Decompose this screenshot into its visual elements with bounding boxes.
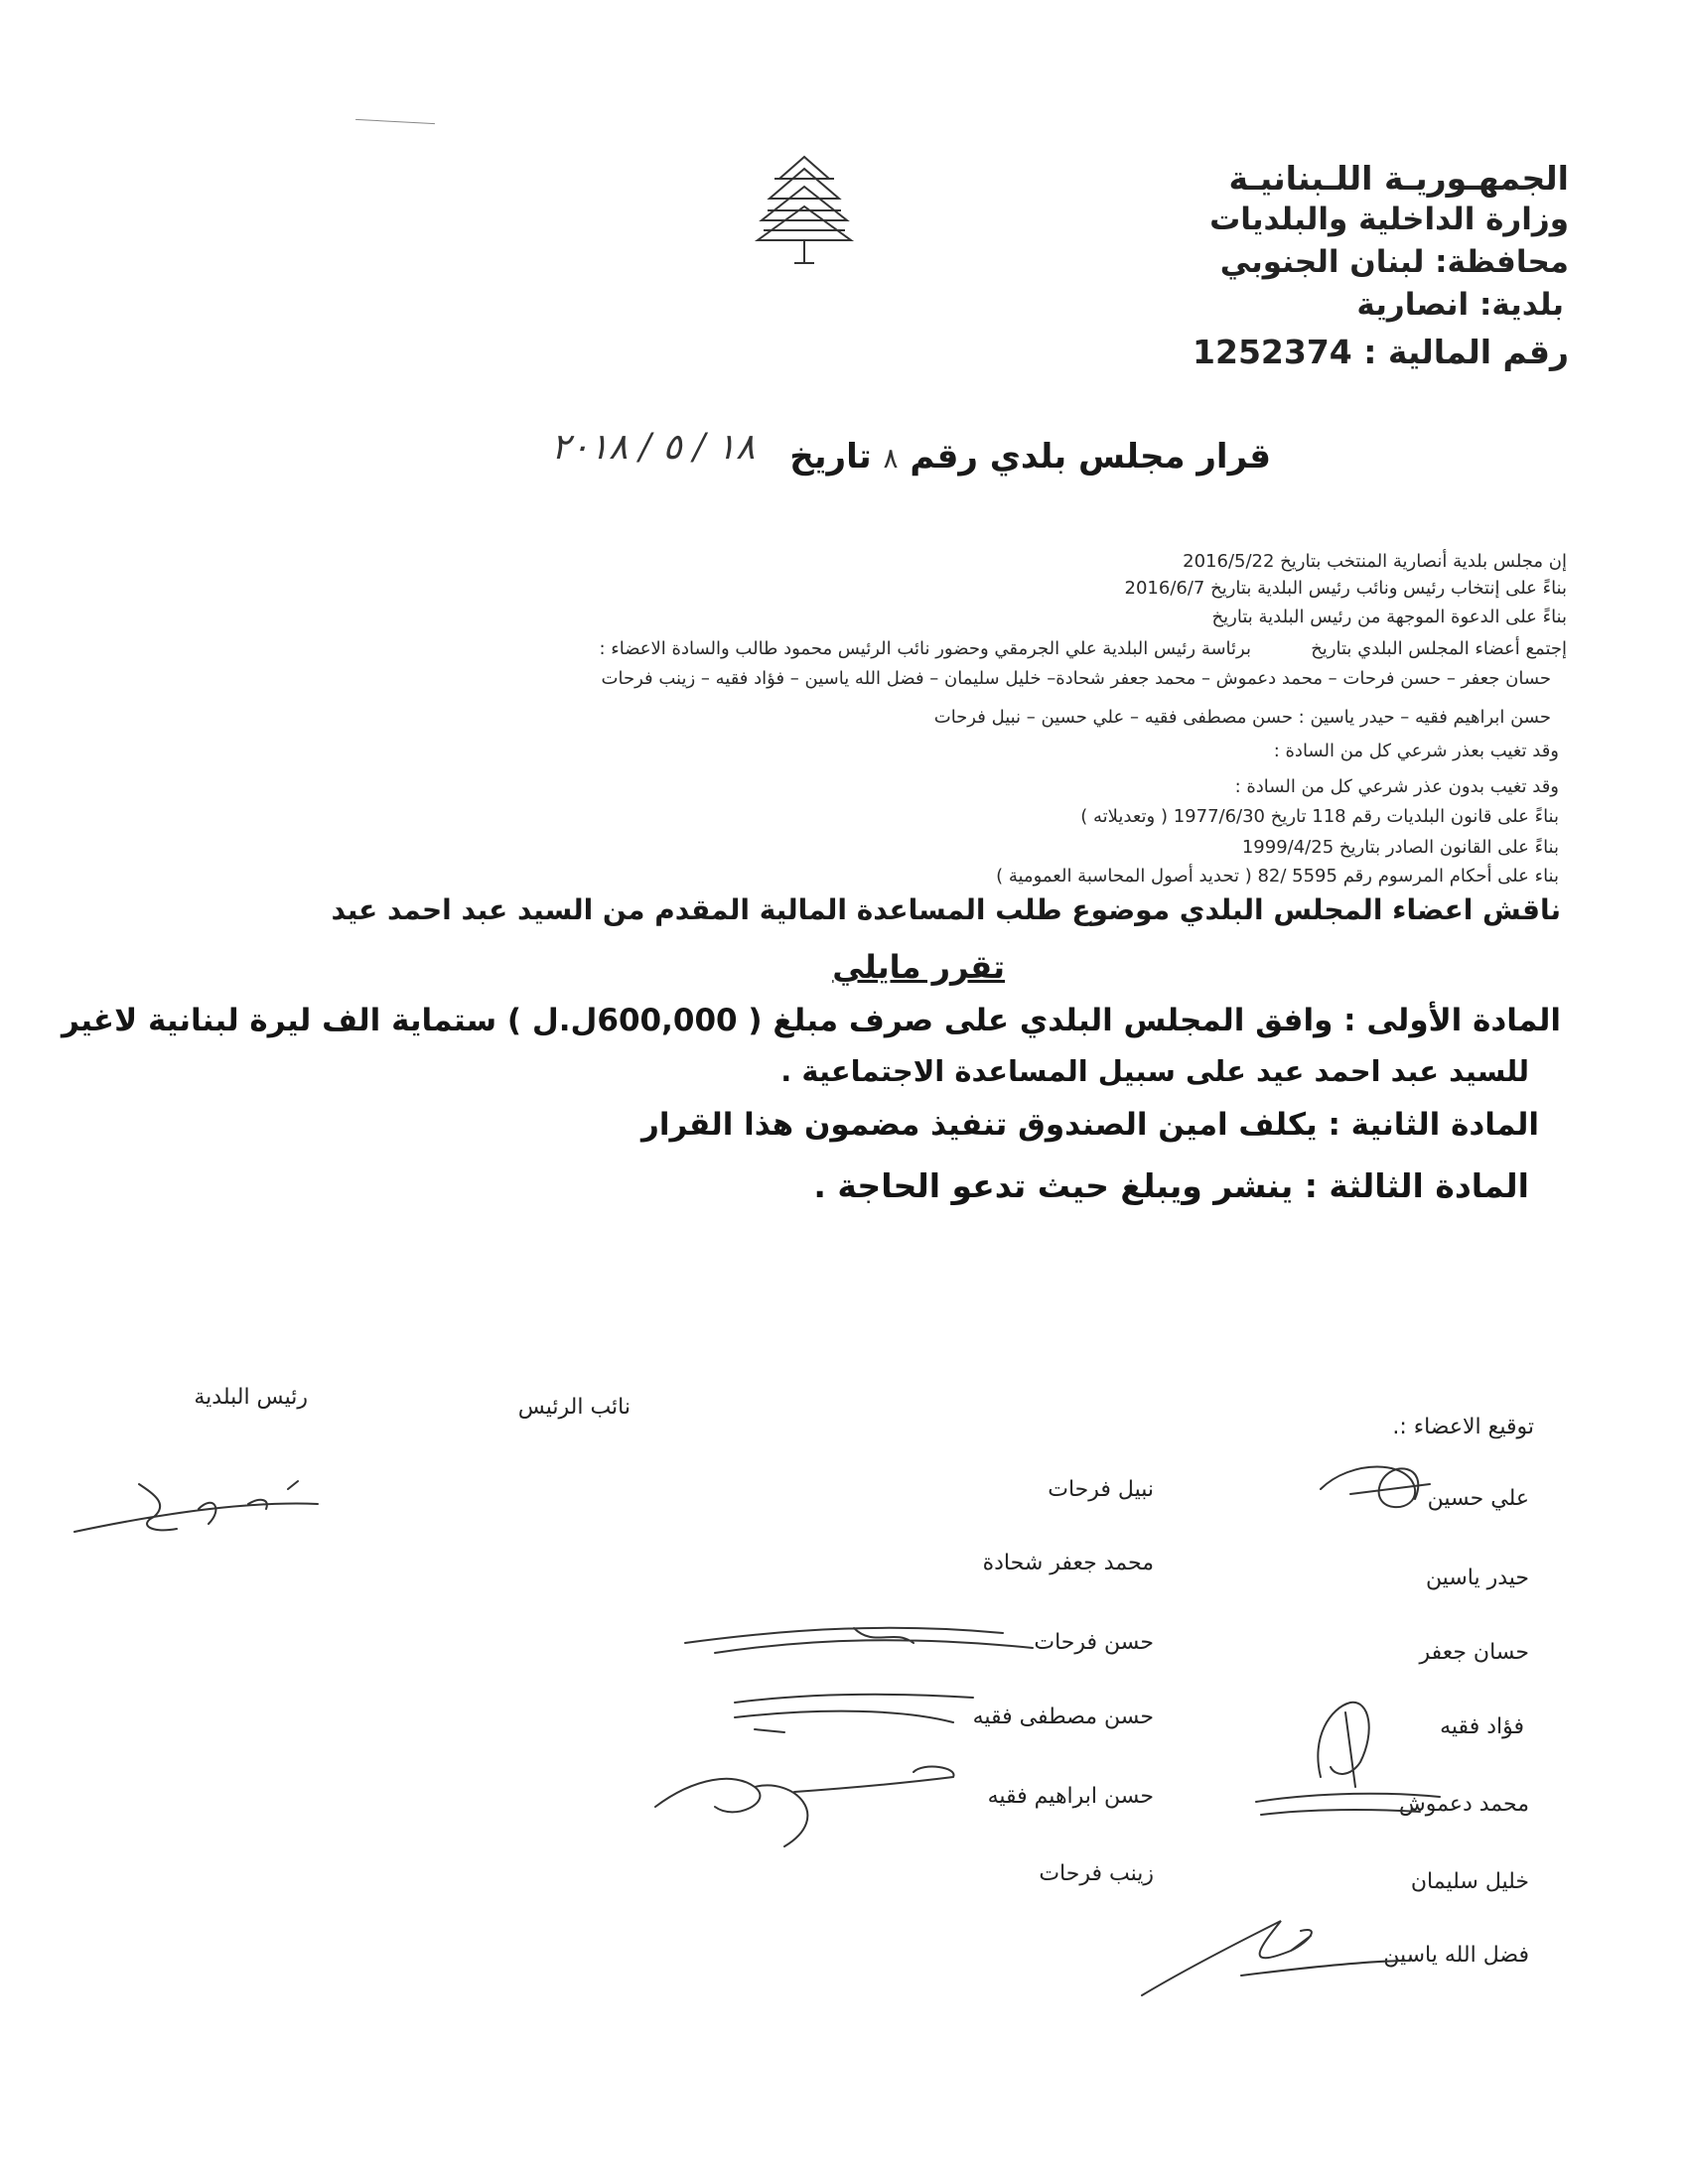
preamble-line-3: بناءً على الدعوة الموجهة من رئيس البلدية بتاريخ bbox=[1211, 607, 1567, 627]
article-1-line-1: المادة الأولى : وافق المجلس البلدي على صرف مبلغ ( 600,000ل.ل ) ستماية الف ليرة لبنانية لاغير bbox=[61, 1003, 1561, 1038]
preamble-line-4b: برئاسة رئيس البلدية علي الجرمقي وحضور نائب الرئيس محمود طالب والسادة الاعضاء : bbox=[599, 638, 1251, 659]
member-right-4: فؤاد فقيه bbox=[1440, 1714, 1524, 1739]
member-right-7: فضل الله ياسين bbox=[1383, 1943, 1529, 1968]
member-mid-5: حسن ابراهيم فقيه bbox=[987, 1784, 1154, 1809]
preamble-line-5: حسان جعفر – حسن فرحات – محمد دعموش – محمد جعفر شحادة– خليل سليمان – فضل الله ياسين – فؤاد فقيه – زينب فرحات bbox=[601, 668, 1551, 689]
preamble-line-2: بناءً على إنتخاب رئيس ونائب رئيس البلدية بتاريخ 2016/6/7 bbox=[1124, 578, 1567, 599]
member-mid-4: حسن مصطفى فقيه bbox=[972, 1705, 1154, 1729]
member-right-6: خليل سليمان bbox=[1410, 1869, 1529, 1894]
header-republic: الجمهـوريـة اللـبنانيـة bbox=[1228, 159, 1569, 198]
member-right-2: حيدر ياسين bbox=[1425, 1566, 1529, 1590]
article-2: المادة الثانية : يكلف امين الصندوق تنفيذ مضمون هذا القرار bbox=[641, 1107, 1539, 1143]
decides-heading: تقرر مايلي bbox=[832, 948, 1005, 986]
member-right-3: حسان جعفر bbox=[1419, 1640, 1529, 1665]
preamble-line-7: وقد تغيب بعذر شرعي كل من السادة : bbox=[1273, 741, 1559, 761]
decision-number-handwritten: ٨ bbox=[883, 442, 899, 475]
preamble-line-10: بناءً على القانون الصادر بتاريخ 1999/4/25 bbox=[1241, 837, 1559, 858]
decision-date-word: تاريخ bbox=[789, 437, 872, 477]
header-municipality: بلدية: انصارية bbox=[1356, 287, 1564, 323]
decision-title-text: قرار مجلس بلدي رقم bbox=[910, 437, 1271, 477]
member-right-5: محمد دعموش bbox=[1398, 1792, 1529, 1817]
article-3: المادة الثالثة : ينشر ويبلغ حيث تدعو الحاجة . bbox=[813, 1166, 1529, 1205]
discussion-line: ناقش اعضاء المجلس البلدي موضوع طلب المساعدة المالية المقدم من السيد عبد احمد عيد bbox=[331, 893, 1561, 926]
member-mid-6: زينب فرحات bbox=[1039, 1861, 1154, 1886]
preamble-line-9: بناءً على قانون البلديات رقم 118 تاريخ 1977/6/30 ( وتعديلاته ) bbox=[1080, 806, 1559, 827]
header-finance-number: رقم المالية : 1252374 bbox=[1193, 333, 1569, 371]
header-ministry: وزارة الداخلية والبلديات bbox=[1209, 202, 1569, 237]
preamble-line-4a: إجتمع أعضاء المجلس البلدي بتاريخ bbox=[1311, 638, 1567, 659]
article-1-line-2: للسيد عبد احمد عيد على سبيل المساعدة الاجتماعية . bbox=[780, 1054, 1529, 1088]
preamble-line-6: حسن ابراهيم فقيه – حيدر ياسين : حسن مصطفى فقيه – علي حسين – نبيل فرحات bbox=[933, 707, 1551, 728]
member-mid-1: نبيل فرحات bbox=[1048, 1477, 1154, 1502]
header-governorate: محافظة: لبنان الجنوبي bbox=[1219, 244, 1569, 280]
preamble-line-11: بناء على أحكام المرسوم رقم 5595 /82 ( تحديد أصول المحاسبة العمومية ) bbox=[996, 866, 1559, 887]
member-right-1: علي حسين bbox=[1427, 1486, 1529, 1511]
preamble-line-8: وقد تغيب بدون عذر شرعي كل من السادة : bbox=[1234, 776, 1559, 797]
member-mid-3: حسن فرحات bbox=[1034, 1630, 1154, 1655]
decision-date-handwritten: ١٨ / ٥ / ٢٠١٨ bbox=[551, 427, 756, 468]
deputy-label: نائب الرئيس bbox=[517, 1395, 631, 1420]
mayor-label: رئيس البلدية bbox=[194, 1385, 308, 1410]
preamble-line-1: إن مجلس بلدية أنصارية المنتخب بتاريخ 2016/5/22 bbox=[1183, 551, 1567, 572]
members-signature-label: توقيع الاعضاء :. bbox=[1392, 1415, 1534, 1439]
member-mid-2: محمد جعفر شحادة bbox=[982, 1551, 1154, 1575]
